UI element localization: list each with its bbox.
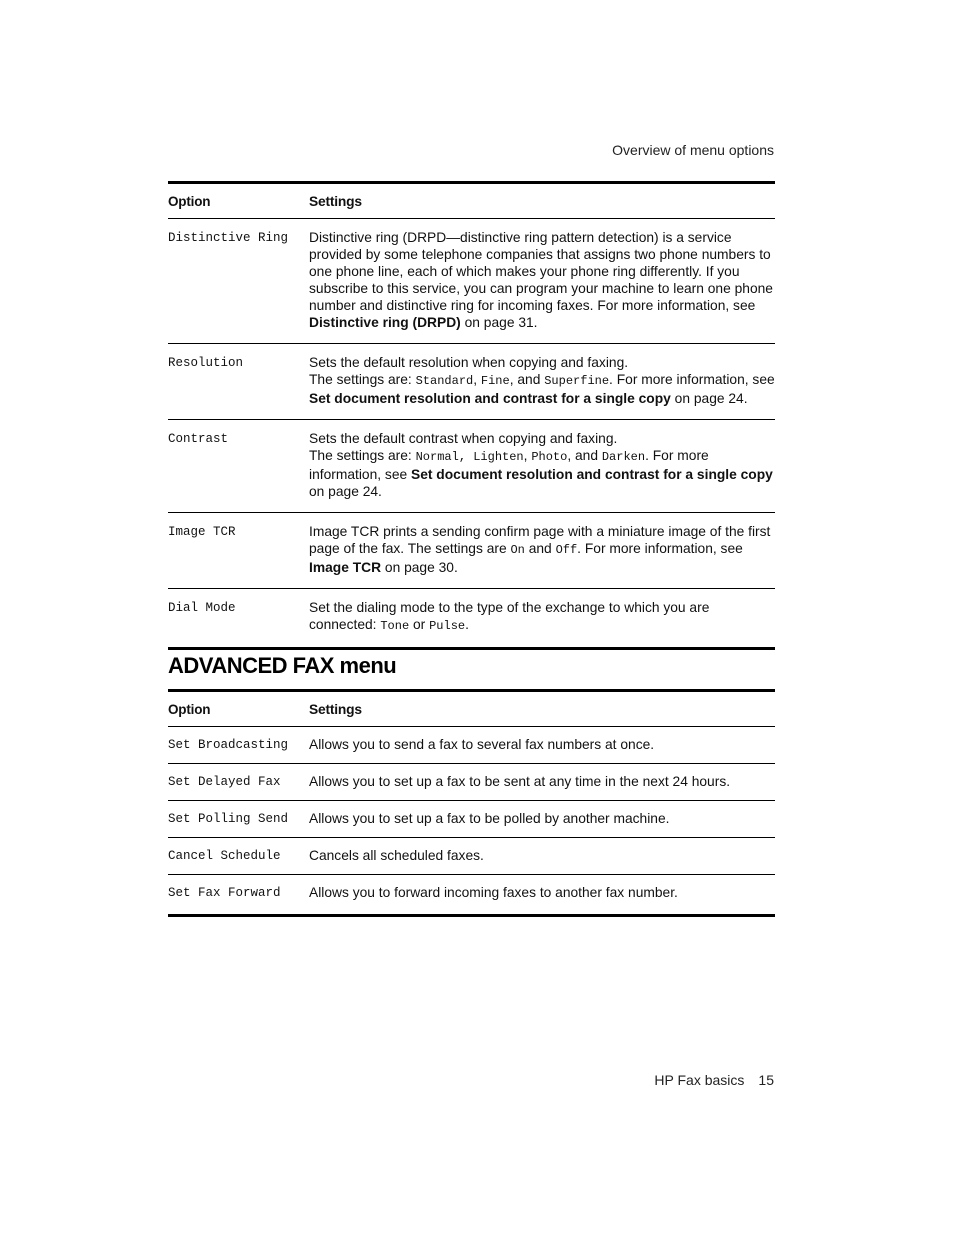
- table-row: [168, 801, 775, 838]
- cross-reference-link[interactable]: Set document resolution and contrast for a single copy: [411, 467, 773, 482]
- setting-value: Normal, Lighten: [415, 450, 524, 464]
- separator: , and: [509, 372, 545, 387]
- table-row: [168, 764, 775, 801]
- setting-value: Darken: [601, 450, 646, 464]
- option-description: Allows you to set up a fax to be polled by another machine.: [309, 811, 670, 826]
- separator: ,: [523, 448, 532, 463]
- description-text: . For more information, see: [609, 372, 775, 387]
- description-text: Distinctive ring (DRPD—distinctive ring pattern detection) is a service provided by some telephone companies that assigns two phone numbers to one phone line, each of which makes your phone ring differently. If you subscribe to this service, you can program your machine to learn one phone number and distinctive ring for incoming faxes. For more information, see: [309, 230, 773, 313]
- table-row: [168, 838, 775, 875]
- option-description: [309, 523, 775, 576]
- settings-prefix: The settings are:: [309, 372, 416, 387]
- setting-value: On: [510, 543, 525, 557]
- option-name: Set Delayed Fax: [168, 775, 281, 789]
- page-footer: [654, 1072, 774, 1088]
- description-line: Sets the default resolution when copying and faxing.: [309, 355, 629, 370]
- table-header: [168, 692, 775, 727]
- description-text: Set the dialing mode to the type of the exchange to which you are connected:: [309, 600, 710, 632]
- options-table-2: [168, 689, 775, 917]
- page-reference: on page 24.: [670, 391, 748, 406]
- table-row: [168, 420, 775, 513]
- option-description: Allows you to send a fax to several fax numbers at once.: [309, 737, 655, 752]
- setting-value: Fine: [480, 374, 510, 388]
- settings-line: [309, 371, 775, 407]
- settings-line: [309, 447, 775, 500]
- separator: or: [409, 617, 430, 632]
- table-header: [168, 184, 775, 219]
- option-name: Set Broadcasting: [168, 738, 289, 752]
- section-heading: ADVANCED FAX menu: [168, 653, 397, 678]
- description-text: .: [465, 617, 469, 632]
- description-line: Sets the default contrast when copying and faxing.: [309, 431, 618, 446]
- option-description: [309, 599, 775, 635]
- table-row: [168, 875, 775, 914]
- option-name: Image TCR: [168, 525, 236, 539]
- setting-value: Off: [555, 543, 578, 557]
- description-text: Image TCR prints a sending confirm page with a miniature image of the first page of the fax. The settings are: [309, 524, 771, 556]
- table-row: [168, 727, 775, 764]
- option-description: [309, 430, 775, 500]
- cross-reference-link[interactable]: Image TCR: [309, 560, 382, 575]
- page-number: 15: [758, 1072, 774, 1088]
- option-description: [309, 229, 775, 331]
- option-name: Set Polling Send: [168, 812, 289, 826]
- setting-value: Pulse: [429, 619, 466, 633]
- column-header-settings: Settings: [309, 701, 362, 717]
- option-description: Allows you to set up a fax to be sent at any time in the next 24 hours.: [309, 774, 731, 789]
- setting-value: Standard: [415, 374, 474, 388]
- option-name: Set Fax Forward: [168, 886, 281, 900]
- table-row: [168, 589, 775, 647]
- table-row: [168, 344, 775, 420]
- table-row: [168, 513, 775, 589]
- separator: and: [524, 541, 556, 556]
- table-row: [168, 219, 775, 344]
- option-name: Dial Mode: [168, 601, 236, 615]
- option-name: Cancel Schedule: [168, 849, 281, 863]
- options-table-1: [168, 181, 775, 650]
- setting-value: Tone: [380, 619, 410, 633]
- cross-reference-link[interactable]: Set document resolution and contrast for a single copy: [309, 391, 671, 406]
- description-text: . For more information, see: [309, 448, 709, 482]
- column-header-settings: Settings: [309, 193, 362, 209]
- page-reference: on page 30.: [381, 560, 458, 575]
- separator: ,: [473, 372, 481, 387]
- footer-section: HP Fax basics: [654, 1072, 745, 1088]
- option-name: Distinctive Ring: [168, 231, 289, 245]
- setting-value: Superfine: [544, 374, 610, 388]
- option-name: Resolution: [168, 356, 244, 370]
- page-reference: on page 31.: [460, 315, 538, 330]
- cross-reference-link[interactable]: Distinctive ring (DRPD): [309, 315, 461, 330]
- page-reference: on page 24.: [309, 484, 382, 499]
- running-header: Overview of menu options: [612, 142, 774, 158]
- column-header-option: Option: [168, 194, 211, 209]
- settings-prefix: The settings are:: [309, 448, 416, 463]
- setting-value: Photo: [531, 450, 568, 464]
- description-text: . For more information, see: [577, 541, 743, 556]
- option-description: [309, 354, 775, 407]
- separator: , and: [567, 448, 602, 463]
- option-description: Allows you to forward incoming faxes to another fax number.: [309, 885, 678, 900]
- column-header-option: Option: [168, 702, 211, 717]
- option-name: Contrast: [168, 432, 229, 446]
- option-description: Cancels all scheduled faxes.: [309, 848, 484, 863]
